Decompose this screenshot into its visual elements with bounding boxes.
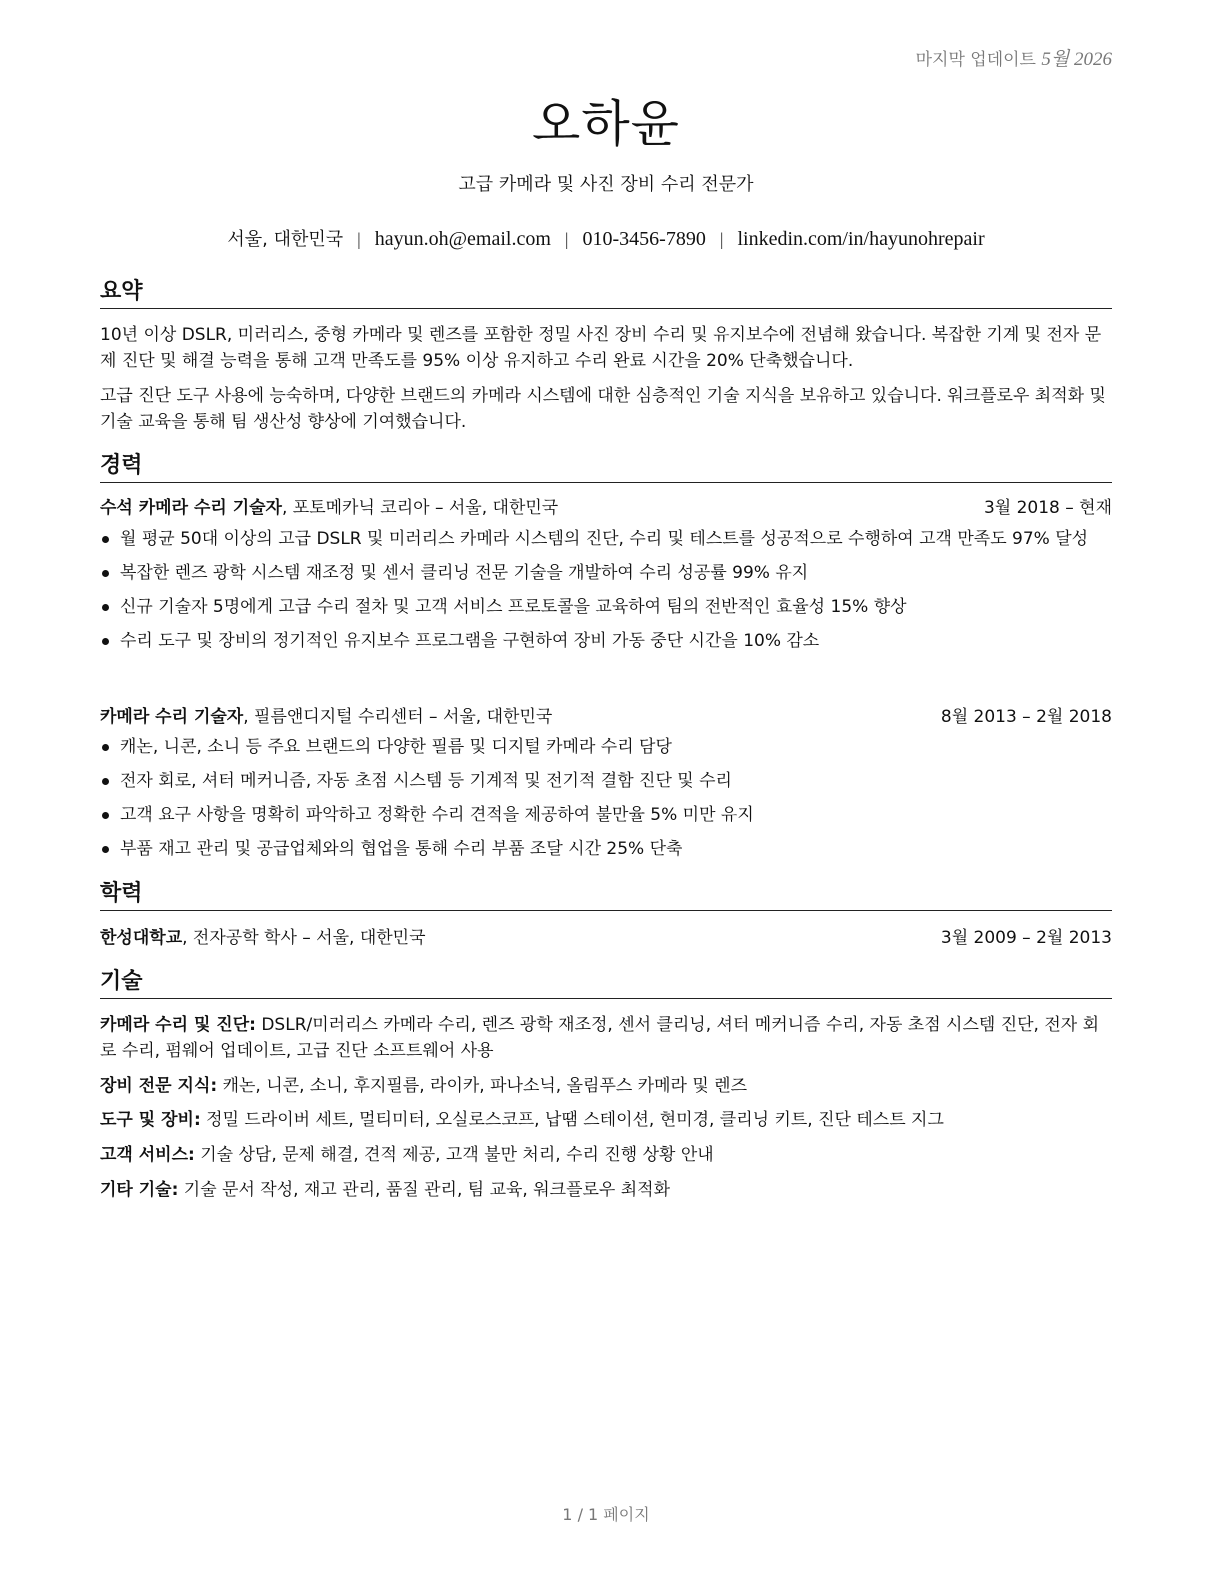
list-item: 부품 재고 관리 및 공급업체와의 협업을 통해 수리 부품 조달 시간 25% 단축 — [100, 836, 1112, 862]
skill-text: 기술 상담, 문제 해결, 견적 제공, 고객 불만 처리, 수리 진행 상황 안내 — [194, 1145, 714, 1165]
last-updated-date: 5월 2026 — [1041, 49, 1112, 70]
skill-label: 고객 서비스: — [100, 1145, 195, 1165]
job-org: , 포토메카닉 코리아 – 서울, 대한민국 — [281, 498, 559, 518]
summary-paragraph: 10년 이상 DSLR, 미러리스, 중형 카메라 및 렌즈를 포함한 정밀 사진 장비 수리 및 유지보수에 전념해 왔습니다. 복잡한 기계 및 전자 문제 진단 및 해결 능력을 통해 고객 만족도를 95% 이상 유지하고 수리 완료 시간을 20% 단축했습니다. — [100, 325, 1102, 371]
candidate-headline: 고급 카메라 및 사진 장비 수리 전문가 — [458, 174, 754, 195]
section-title-education: 학력 — [100, 880, 1112, 911]
job-bullets — [100, 526, 1112, 662]
job-role: 카메라 수리 기술자 — [100, 707, 244, 727]
job-org: , 필름앤디지털 수리센터 – 서울, 대한민국 — [243, 707, 553, 727]
skill-label: 도구 및 장비: — [100, 1110, 201, 1130]
list-item: 고객 요구 사항을 명확히 파악하고 정확한 수리 견적을 제공하여 불만율 5% 미만 유지 — [100, 802, 1112, 828]
job-header — [100, 495, 1112, 521]
contact-phone: 010-3456-7890 — [582, 228, 706, 250]
skill-label: 기타 기술: — [100, 1180, 179, 1200]
skill-item — [100, 1107, 1112, 1133]
job-role: 수석 카메라 수리 기술자 — [100, 498, 282, 518]
job-header — [100, 704, 1112, 730]
section-title-summary: 요약 — [100, 278, 1112, 309]
list-item: 복잡한 렌즈 광학 시스템 재조정 및 센서 클리닝 전문 기술을 개발하여 수리 성공률 99% 유지 — [100, 560, 1112, 586]
skill-item — [100, 1177, 1112, 1203]
contact-separator: | — [719, 229, 724, 249]
contact-email[interactable]: hayun.oh@email.com — [374, 228, 551, 250]
contact-location: 서울, 대한민국 — [227, 229, 344, 250]
list-item: 전자 회로, 셔터 메커니즘, 자동 초점 시스템 등 기계적 및 전기적 결함 진단 및 수리 — [100, 768, 1112, 794]
contact-separator: | — [357, 229, 361, 249]
list-item: 캐논, 니콘, 소니 등 주요 브랜드의 다양한 필름 및 디지털 카메라 수리 담당 — [100, 734, 1112, 760]
last-updated-label: 마지막 업데이트 — [915, 50, 1036, 70]
section-title-skills: 기술 — [100, 968, 1112, 999]
education-dates: 3월 2009 – 2월 2013 — [940, 928, 1112, 948]
skill-label: 장비 전문 지식: — [100, 1076, 218, 1096]
skill-text: 정밀 드라이버 세트, 멀티미터, 오실로스코프, 납땜 스테이션, 현미경, 클리닝 키트, 진단 테스트 지그 — [200, 1110, 944, 1130]
contact-line — [100, 225, 1112, 251]
education-detail: , 전자공학 학사 – 서울, 대한민국 — [182, 928, 426, 948]
list-item: 월 평균 50대 이상의 고급 DSLR 및 미러리스 카메라 시스템의 진단, 수리 및 테스트를 성공적으로 수행하여 고객 만족도 97% 달성 — [100, 526, 1112, 552]
summary-paragraph: 고급 진단 도구 사용에 능숙하며, 다양한 브랜드의 카메라 시스템에 대한 심층적인 기술 지식을 보유하고 있습니다. 워크플로우 최적화 및 기술 교육을 통해 팀 생산성 향상에 기여했습니다. — [100, 386, 1106, 432]
contact-linkedin[interactable]: linkedin.com/in/hayunohrepair — [737, 228, 985, 250]
page-indicator: 1 / 1 페이지 — [562, 1505, 650, 1524]
candidate-name: 오하윤 — [532, 95, 680, 153]
skill-label: 카메라 수리 및 진단: — [100, 1015, 256, 1035]
section-title-experience: 경력 — [100, 452, 1112, 483]
skill-text: 기술 문서 작성, 재고 관리, 품질 관리, 팀 교육, 워크플로우 최적화 — [178, 1180, 671, 1200]
last-updated — [916, 44, 1112, 71]
contact-separator: | — [564, 229, 569, 249]
job-dates: 3월 2018 – 현재 — [983, 498, 1112, 518]
skill-text: 캐논, 니콘, 소니, 후지필름, 라이카, 파나소닉, 올림푸스 카메라 및 렌즈 — [217, 1076, 748, 1096]
resume-page — [100, 0, 1112, 1584]
education-school: 한성대학교 — [100, 928, 183, 948]
skill-item — [100, 1073, 1112, 1099]
list-item: 수리 도구 및 장비의 정기적인 유지보수 프로그램을 구현하여 장비 가동 중단 시간을 10% 감소 — [100, 628, 1112, 654]
job-bullets — [100, 734, 1112, 870]
education-entry — [100, 925, 1112, 951]
skill-text: DSLR/미러리스 카메라 수리, 렌즈 광학 재조정, 센서 클리닝, 셔터 메커니즘 수리, 자동 초점 시스템 진단, 전자 회로 수리, 펌웨어 업데이트, 고급 진단 소프트웨어 사용 — [100, 1015, 1100, 1061]
list-item: 신규 기술자 5명에게 고급 수리 절차 및 고객 서비스 프로토콜을 교육하여 팀의 전반적인 효율성 15% 향상 — [100, 594, 1112, 620]
skill-item — [100, 1142, 1112, 1168]
job-dates: 8월 2013 – 2월 2018 — [940, 707, 1112, 727]
skill-item — [100, 1012, 1112, 1064]
